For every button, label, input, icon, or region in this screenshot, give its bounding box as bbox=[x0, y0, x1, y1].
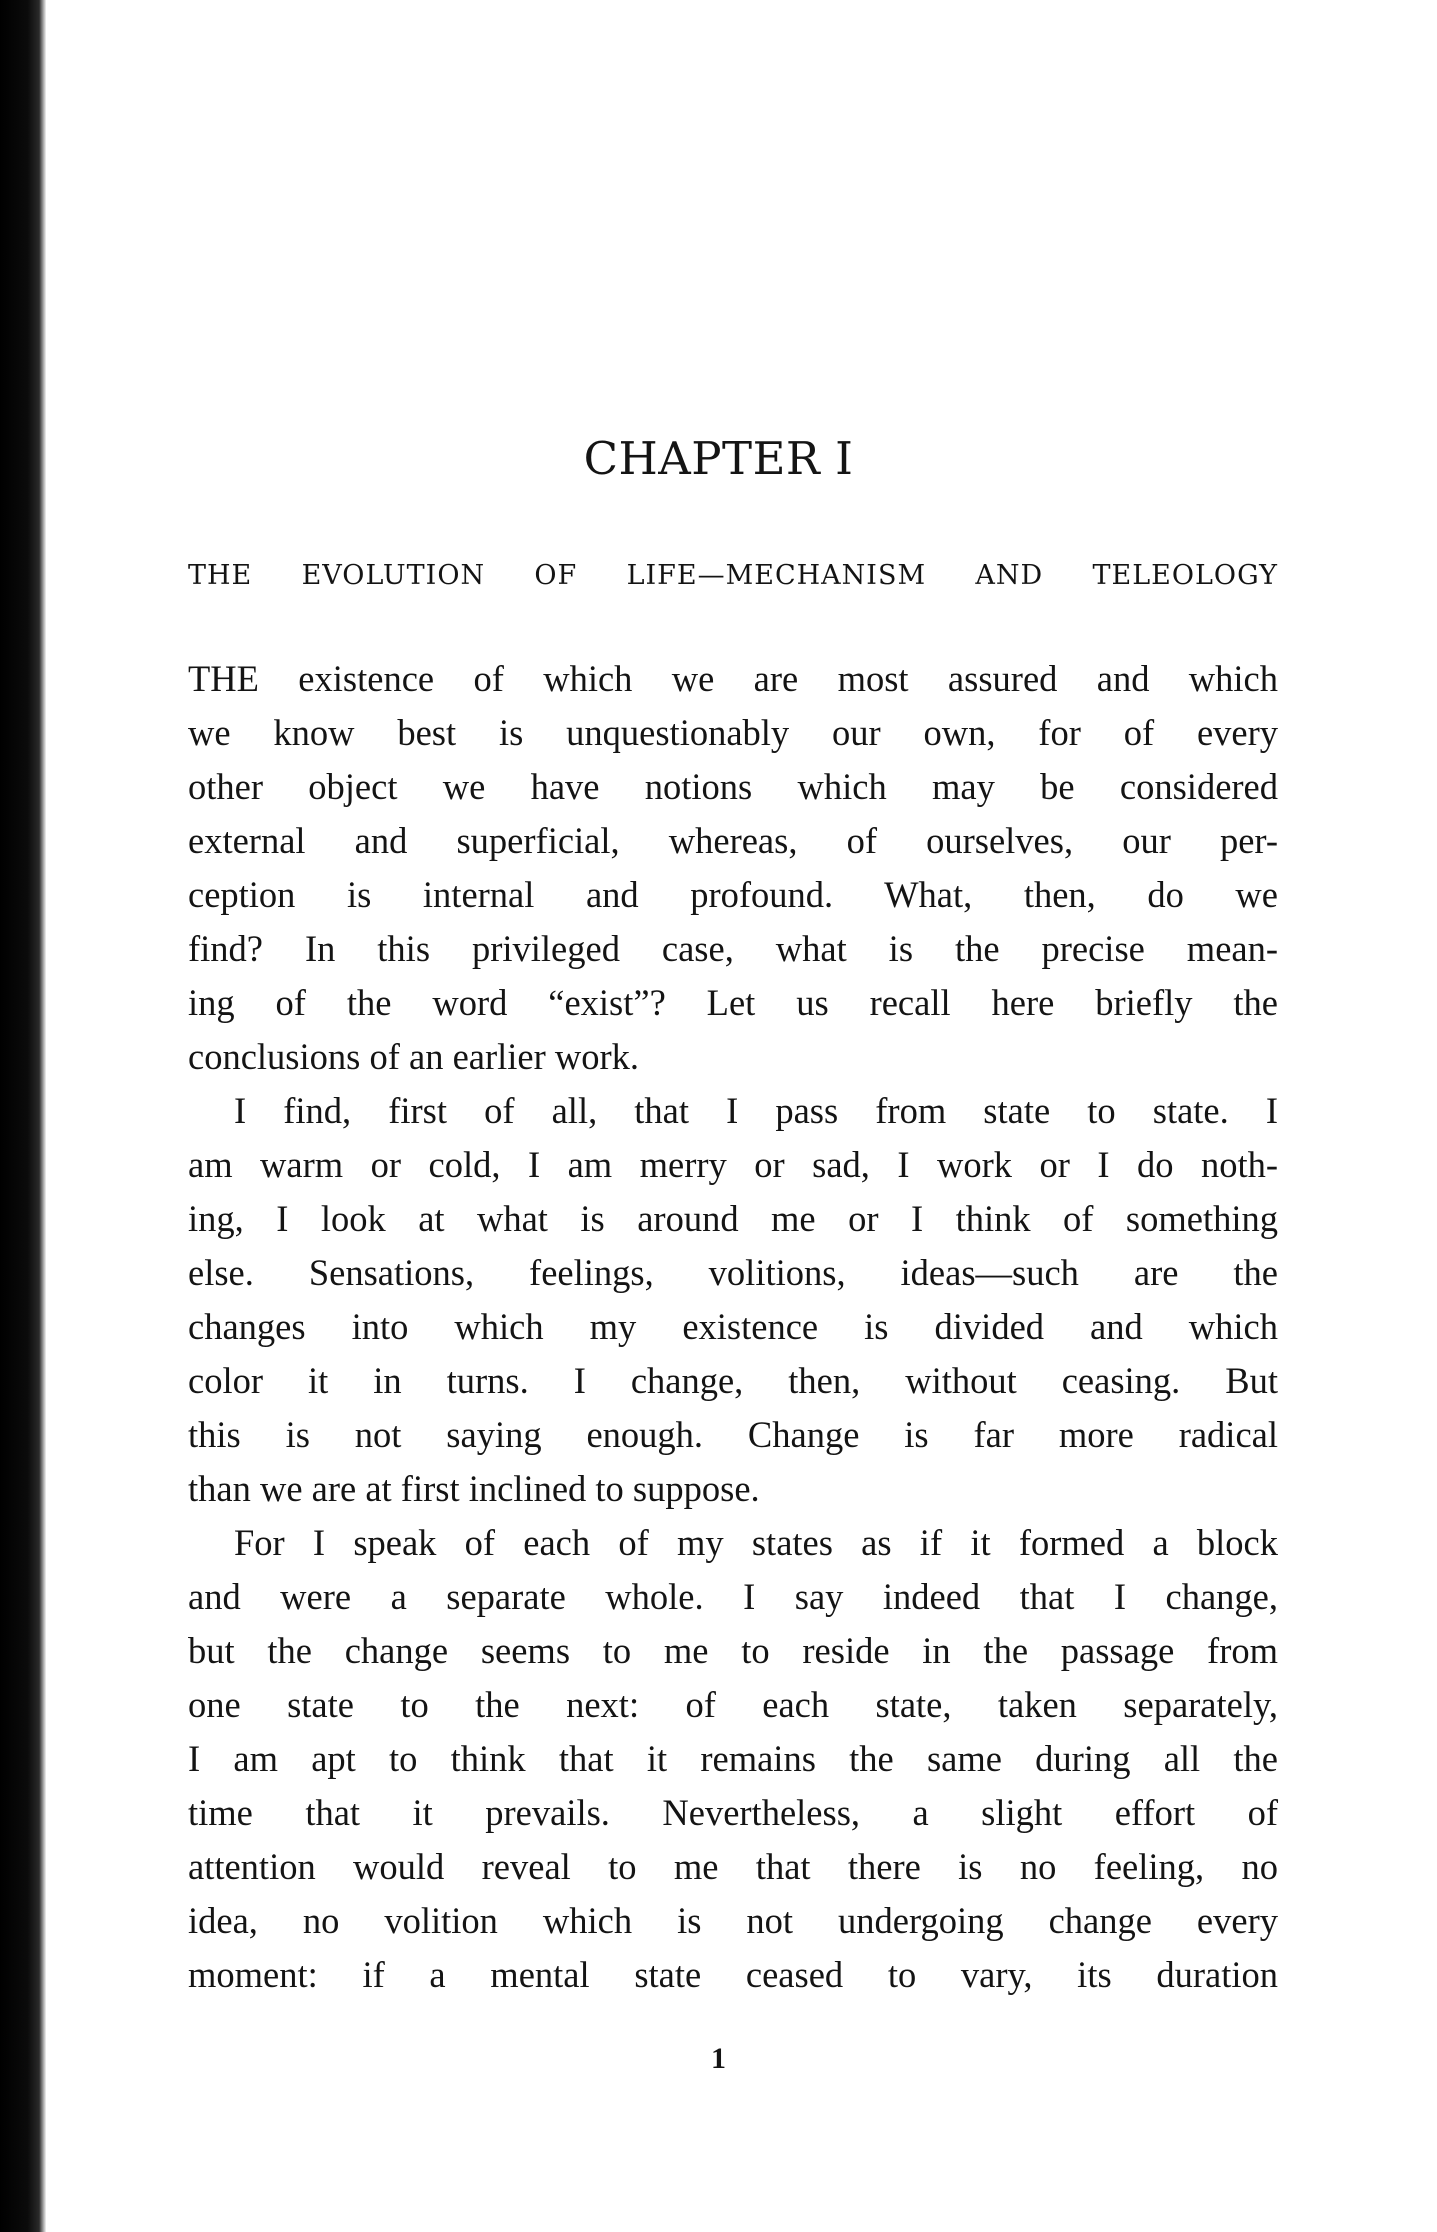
text-line: I find, first of all, that I pass from state to state. I bbox=[234, 1090, 1278, 1131]
text-line: than we are at first inclined to suppose. bbox=[188, 1468, 760, 1509]
text-line: I am apt to think that it remains the same during all the bbox=[188, 1738, 1278, 1779]
paragraph bbox=[188, 652, 1278, 1084]
body-text bbox=[188, 652, 1278, 2002]
text-line: and were a separate whole. I say indeed that I change, bbox=[188, 1576, 1278, 1617]
text-line: time that it prevails. Nevertheless, a slight effort of bbox=[188, 1792, 1278, 1833]
text-line: THE existence of which we are most assured and which bbox=[188, 658, 1278, 699]
chapter-subtitle: THE EVOLUTION OF LIFE—MECHANISM AND TELEOLOGY bbox=[188, 560, 1278, 591]
paragraph bbox=[188, 1084, 1278, 1516]
text-line: other object we have notions which may be considered bbox=[188, 766, 1278, 807]
page-number: 1 bbox=[711, 2042, 726, 2075]
text-line: ception is internal and profound. What, then, do we bbox=[188, 874, 1278, 915]
text-line: find? In this privileged case, what is the precise mean- bbox=[188, 928, 1278, 969]
chapter-heading: CHAPTER I bbox=[583, 432, 854, 485]
text-line: but the change seems to me to reside in the passage from bbox=[188, 1630, 1278, 1671]
text-line: changes into which my existence is divided and which bbox=[188, 1306, 1278, 1347]
text-line: idea, no volition which is not undergoing change every bbox=[188, 1900, 1278, 1941]
text-line: else. Sensations, feelings, volitions, ideas—such are the bbox=[188, 1252, 1278, 1293]
text-line: ing, I look at what is around me or I think of something bbox=[188, 1198, 1278, 1239]
paragraph bbox=[188, 1516, 1278, 2002]
text-line: we know best is unquestionably our own, for of every bbox=[188, 712, 1278, 753]
text-line: color it in turns. I change, then, without ceasing. But bbox=[188, 1360, 1278, 1401]
text-line: attention would reveal to me that there is no feeling, no bbox=[188, 1846, 1278, 1887]
text-line: am warm or cold, I am merry or sad, I work or I do noth- bbox=[188, 1144, 1278, 1185]
text-line: For I speak of each of my states as if it formed a block bbox=[234, 1522, 1278, 1563]
text-line: conclusions of an earlier work. bbox=[188, 1036, 640, 1077]
text-line: one state to the next: of each state, taken separately, bbox=[188, 1684, 1278, 1725]
text-line: moment: if a mental state ceased to vary, its duration bbox=[188, 1954, 1278, 1995]
text-line: external and superficial, whereas, of ourselves, our per- bbox=[188, 820, 1278, 861]
text-line: ing of the word “exist”? Let us recall here briefly the bbox=[188, 982, 1278, 1023]
text-line: this is not saying enough. Change is far more radical bbox=[188, 1414, 1278, 1455]
